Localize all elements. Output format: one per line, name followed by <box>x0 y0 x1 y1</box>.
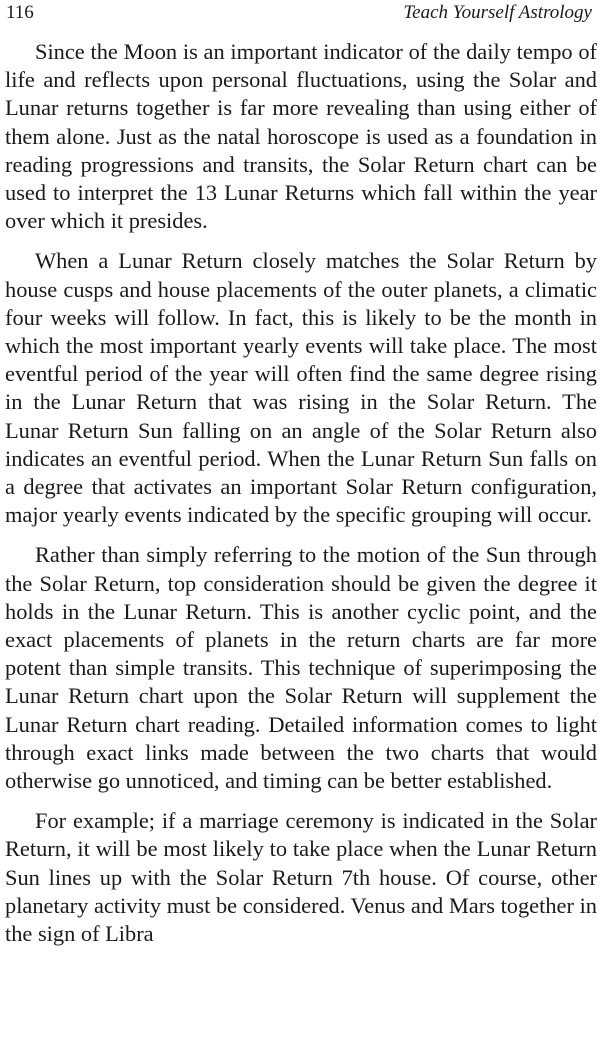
paragraph-4: For example; if a marriage ceremony is indicated in the Solar Return, it will be most likely to take place when the Lunar Return Sun lines up with the Solar Return 7th house. Of course, other planetary activity must be considered. Venus and Mars together in the sign of Libra <box>5 808 597 947</box>
running-title: Teach Yourself Astrology <box>403 2 592 23</box>
paragraph-3: Rather than simply referring to the motion of the Sun through the Solar Return, top consideration should be given the degree it holds in the Lunar Return. This is another cyclic point, and the exact placements of planets in the return charts are far more potent than simple transits. This technique of superimposing the Lunar Return chart upon the Solar Return will supplement the Lunar Return chart reading. Detailed information comes to light through exact links made between the two charts that would otherwise go unnoticed, and timing can be better established. <box>5 542 597 794</box>
body-text <box>5 38 597 960</box>
paragraph-1: Since the Moon is an important indicator of the daily tempo of life and reflects upon personal fluctuations, using the Solar and Lunar returns together is far more revealing than using either of them alone. Just as the natal horoscope is used as a foundation in reading progressions and transits, the Solar Return chart can be used to interpret the 13 Lunar Returns which fall within the year over which it presides. <box>5 39 597 234</box>
paragraph-2: When a Lunar Return closely matches the Solar Return by house cusps and house placements of the outer planets, a climatic four weeks will follow. In fact, this is likely to be the month in which the most important yearly events will take place. The most eventful period of the year will often find the same degree rising in the Lunar Return that was rising in the Solar Return. The Lunar Return Sun falling on an angle of the Solar Return also indicates an eventful period. When the Lunar Return Sun falls on a degree that activates an important Solar Return configuration, major yearly events indicated by the specific grouping will occur. <box>5 248 597 528</box>
page-number: 116 <box>6 2 34 23</box>
page-header <box>6 2 592 28</box>
